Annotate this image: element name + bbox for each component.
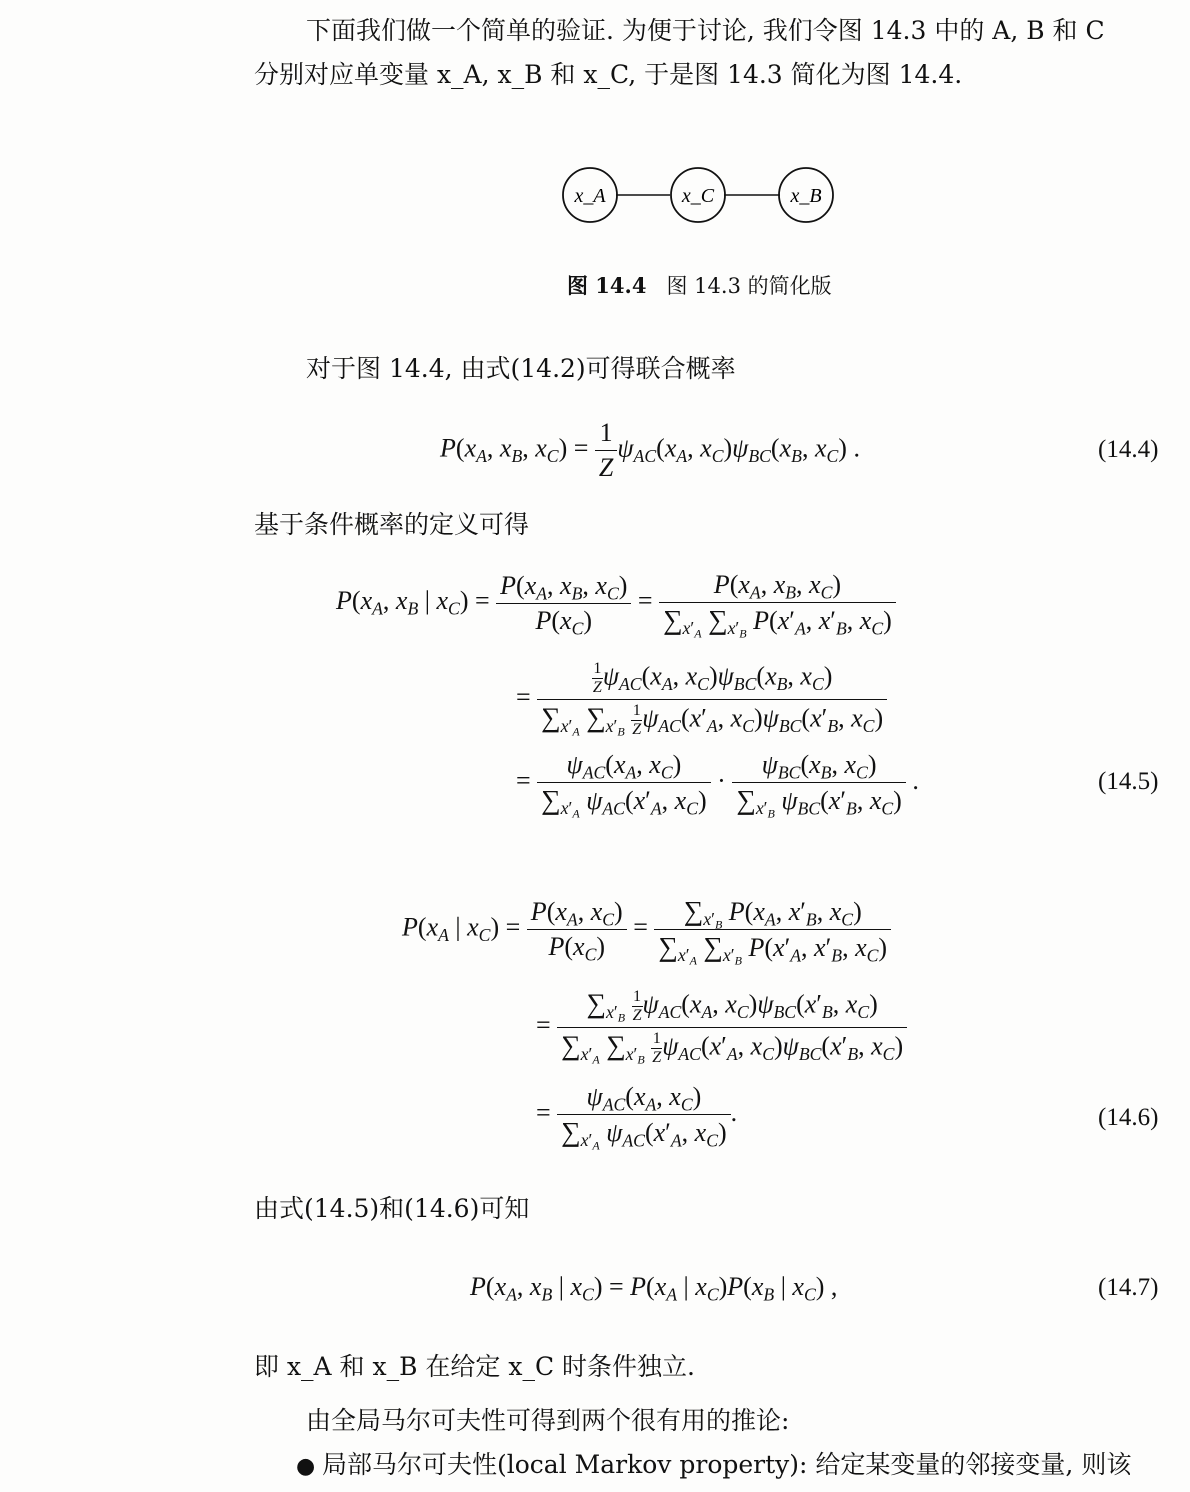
caption-text: 图 14.3 的简化版 xyxy=(666,274,832,298)
para3: 基于条件概率的定义可得 xyxy=(254,510,530,539)
eq-number-14-6: (14.6) xyxy=(1098,1104,1159,1131)
markov-chain-figure xyxy=(555,160,840,235)
node-label: x_B xyxy=(790,185,822,207)
eq-number-14-5: (14.5) xyxy=(1098,768,1159,795)
para4: 由式(14.5)和(14.6)可知 xyxy=(254,1194,530,1223)
eq-number-14-4: (14.4) xyxy=(1098,436,1159,463)
para2: 对于图 14.4, 由式(14.2)可得联合概率 xyxy=(306,354,736,383)
equation-14-6-line1: $P(x_A$ | $x_C$) = $\frac{P(x_A, x_C)}{P(x_C)}$ = $\frac{\sum_{x'_B} P(x_A, x'_B, x_C)}{\sum_{x'_A} \sum_{x'_B} P(x'_A, x'_B, x_C)}$ xyxy=(402,896,891,963)
node-label: x_C xyxy=(681,185,715,207)
equation-14-5-line1: $P(x_A$, $x_B$ | $x_C$) = $\frac{P(x_A, x_B, x_C)}{P(x_C)}$ = $\frac{P(x_A, x_B, x_C)}{\sum_{x'_A} \sum_{x'_B} P(x'_A, x'_B, x_C)}$ xyxy=(336,570,896,636)
node-label: x_A xyxy=(574,185,606,207)
caption-label: 图 14.4 xyxy=(567,273,647,298)
equation-14-6-line3: = $\frac{\psi_{AC}(x_A, x_C)}{\sum_{x'_A} \psi_{AC}(x'_A, x_C)}$ . xyxy=(536,1082,738,1153)
para1-line1: 下面我们做一个简单的验证. 为便于讨论, 我们令图 14.3 中的 A, B 和 C xyxy=(306,16,1105,45)
equation-14-4: $P(x_A$, $x_B$, $x_C$) = $\frac{1}{Z}$ $\psi_{AC}(x_A$, $x_C)\psi_{BC}(x_B$, $x_C$) . xyxy=(440,418,860,482)
equation-14-5-line3: = $\frac{\psi_{AC}(x_A, x_C)}{\sum_{x'_A} \psi_{AC}(x'_A, x_C)}$ · $\frac{\psi_{BC}(x_B, x_C)}{\sum_{x'_B} \psi_{BC}(x'_B, x_C)}$ . xyxy=(516,750,919,821)
para1-line2: 分别对应单变量 x_A, x_B 和 x_C, 于是图 14.3 简化为图 14.4. xyxy=(254,60,963,89)
para5: 即 x_A 和 x_B 在给定 x_C 时条件独立. xyxy=(254,1352,695,1381)
eq-number-14-7: (14.7) xyxy=(1098,1274,1159,1301)
equation-14-6-line2: = $\sum_{x'_B}$ $\frac{1}{Z}$ $\psi_{AC}(x_A$, $x_C)\psi_{BC}(x'_B$, $x_C$) $\sum_{x'_A}$ $\sum_{x'_B}$ $\frac{1}{Z}$ $\psi_{AC}(x'_A$, $x_C)\psi_{BC}(x'_B$, $x_C$) xyxy=(536,988,907,1067)
equation-14-5-line2: = $\frac{1}{Z}$ $\psi_{AC}(x_A$, $x_C)\psi_{BC}(x_B$, $x_C$) $\sum_{x'_A}$ $\sum_{x'_B}$ $\frac{1}{Z}$ $\psi_{AC}(x'_A$, $x_C)\psi_{BC}(x'_B$, $x_C$) xyxy=(516,660,887,739)
bullet-icon: ● xyxy=(296,1454,316,1479)
para6: 由全局马尔可夫性可得到两个很有用的推论: xyxy=(306,1406,790,1435)
bullet-item-local-markov: 局部马尔可夫性(local Markov property): 给定某变量的邻接变量, 则该 xyxy=(322,1450,1132,1479)
figure-caption xyxy=(567,270,832,300)
equation-14-7: $P(x_A$, $x_B$ | $x_C) = P(x_A$ | $x_C)P(x_B$ | $x_C$) , xyxy=(470,1272,838,1305)
